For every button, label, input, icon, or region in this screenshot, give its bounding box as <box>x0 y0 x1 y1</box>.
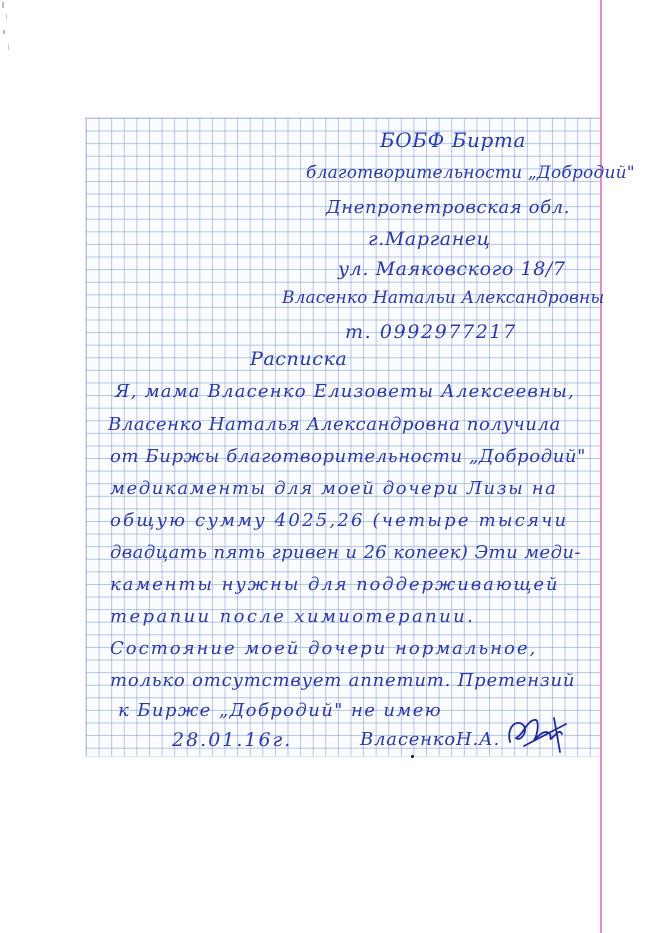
body-line: медикаменты для моей дочери Лизы на <box>110 478 558 499</box>
scan-specks <box>0 0 20 60</box>
body-line: Я, мама Власенко Елизоветы Алексеевны, <box>115 381 575 402</box>
body-line: двадцать пять гривен и 26 копеек) Эти меди- <box>110 542 581 563</box>
header-recipient-1: БОБФ Бирта <box>380 128 527 152</box>
body-line: терапии после химиотерапии. <box>110 606 476 627</box>
body-line: Состояние моей дочери нормальное, <box>110 638 538 659</box>
header-sender: Власенко Натальи Александровны <box>282 288 605 308</box>
body-line: каменты нужны для поддерживающей <box>110 574 560 595</box>
document-date: 28.01.16г. <box>172 729 293 751</box>
body-line: общую сумму 4025,26 (четыре тысячи <box>110 510 569 531</box>
header-region: Днепропетровская обл. <box>326 197 571 218</box>
document-title: Расписка <box>250 348 348 370</box>
ink-dot <box>411 755 414 758</box>
handwritten-signature <box>504 712 574 758</box>
signer-name: ВласенкоН.А. <box>360 729 500 750</box>
header-street: ул. Маяковского 18/7 <box>338 258 566 280</box>
body-line: к Бирже „Добродий" не имею <box>118 700 443 721</box>
header-phone: т. 0992977217 <box>345 321 517 343</box>
header-city: г.Марганец <box>368 228 491 250</box>
margin-line <box>600 0 602 933</box>
body-line: от Биржы благотворительности „Добродий" <box>110 446 586 467</box>
body-line: только отсутствует аппетит. Претензий <box>110 670 576 691</box>
body-line: Власенко Наталья Александровна получила <box>108 414 561 435</box>
header-recipient-2: благотворительности „Добродий" <box>306 163 635 183</box>
